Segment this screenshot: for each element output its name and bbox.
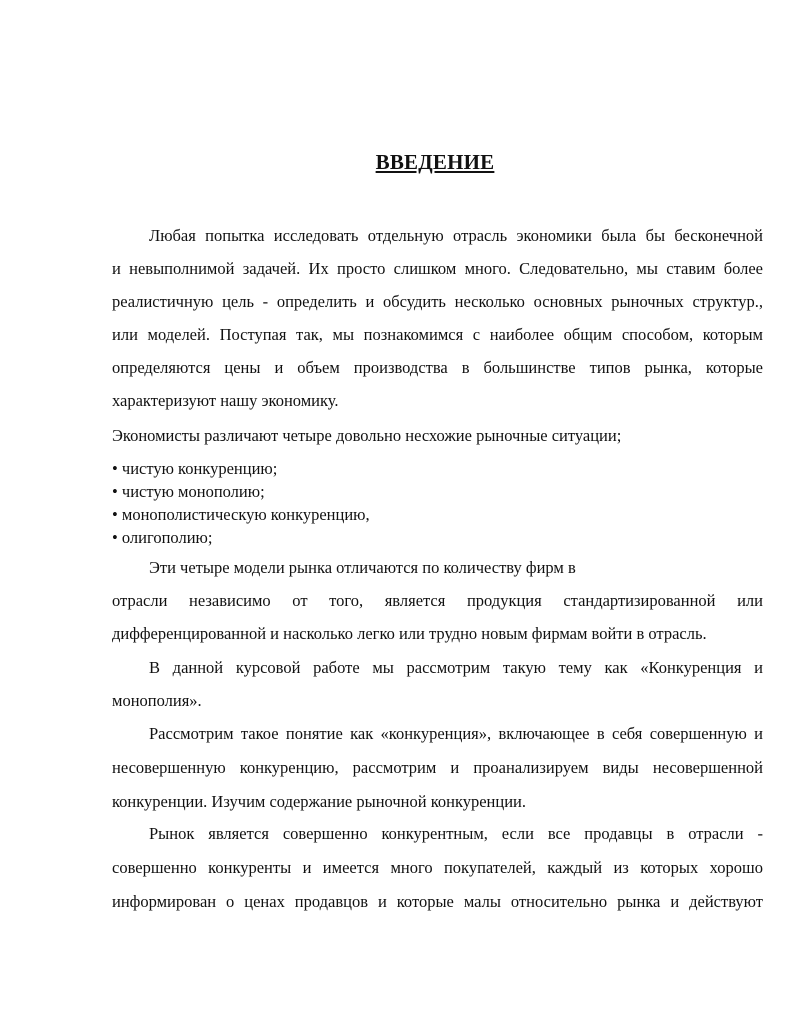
paragraph-course-topic bbox=[112, 656, 763, 713]
list-item: • чистую конкуренцию; bbox=[112, 459, 278, 478]
text-line: или моделей. Поступая так, мы познакомимся с наиболее общим способом, которым bbox=[112, 325, 763, 344]
page-title: ВВЕДЕНИЕ bbox=[375, 150, 495, 174]
text-line: и невыполнимой задачей. Их просто слишком много. Следовательно, мы ставим более bbox=[112, 259, 763, 278]
market-types-list bbox=[112, 458, 763, 550]
text-line: отрасли независимо от того, является продукция стандартизированной или bbox=[112, 591, 763, 610]
paragraph-perfect-market bbox=[112, 822, 763, 914]
text-line: несовершенную конкуренцию, рассмотрим и проанализируем виды несовершенной bbox=[112, 758, 763, 777]
text-line: реалистичную цель - определить и обсудить несколько основных рыночных структур., bbox=[112, 292, 763, 311]
text-line: информирован о ценах продавцов и которые малы относительно рынка и действуют bbox=[112, 892, 763, 911]
paragraph-market-situations bbox=[112, 424, 763, 448]
text-line: Любая попытка исследовать отдельную отрасль экономики была бы бесконечной bbox=[149, 226, 763, 245]
paragraph-intro bbox=[112, 224, 763, 413]
text-line: Рынок является совершенно конкурентным, если все продавцы в отрасли - bbox=[149, 824, 763, 843]
text-line: дифференцированной и насколько легко или трудно новым фирмам войти в отрасль. bbox=[112, 624, 707, 643]
text-line: монополия». bbox=[112, 691, 202, 710]
text-line: характеризуют нашу экономику. bbox=[112, 391, 339, 410]
text-line: Эти четыре модели рынка отличаются по количеству фирм в bbox=[149, 558, 576, 577]
paragraph-competition-concept bbox=[112, 722, 763, 814]
text-line: совершенно конкуренты и имеется много покупателей, каждый из которых хорошо bbox=[112, 858, 763, 877]
text-line: конкуренции. Изучим содержание рыночной конкуренции. bbox=[112, 792, 526, 811]
text-line: Рассмотрим такое понятие как «конкуренция», включающее в себя совершенную и bbox=[149, 724, 763, 743]
text-line: В данной курсовой работе мы рассмотрим такую тему как «Конкуренция и bbox=[149, 658, 763, 677]
list-item: • монополистическую конкуренцию, bbox=[112, 505, 370, 524]
paragraph-models bbox=[112, 556, 763, 646]
text-line: определяются цены и объем производства в большинстве типов рынка, которые bbox=[112, 358, 763, 377]
list-item: • чистую монополию; bbox=[112, 482, 265, 501]
list-item: • олигополию; bbox=[112, 528, 213, 547]
text-line: Экономисты различают четыре довольно несхожие рыночные ситуации; bbox=[112, 426, 622, 445]
